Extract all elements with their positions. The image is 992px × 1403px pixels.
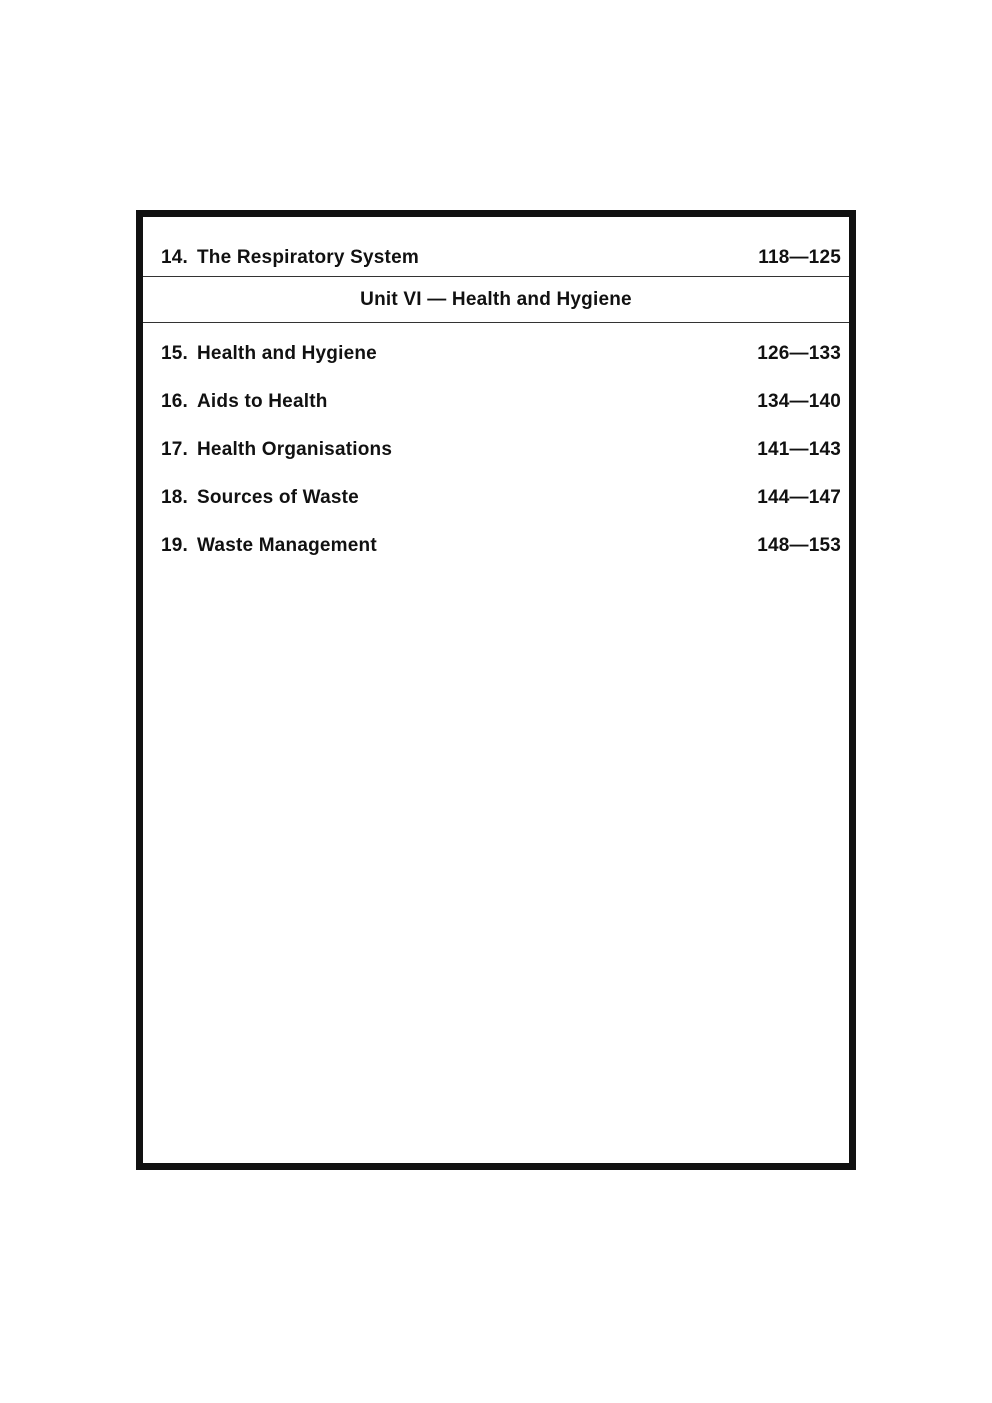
page-range: 144—147 [757, 487, 841, 508]
chapter-number: 16. [161, 391, 189, 412]
toc-entry [143, 234, 849, 282]
chapter-number: 14. [161, 247, 189, 268]
chapter-title: Health Organisations [197, 439, 393, 460]
toc-entry [143, 522, 849, 570]
chapter-title: Health and Hygiene [197, 343, 377, 364]
unit-heading: Unit VI — Health and Hygiene [143, 276, 849, 323]
page-range: 126—133 [757, 343, 841, 364]
chapter-title: The Respiratory System [197, 247, 419, 268]
toc-entry [143, 474, 849, 522]
chapter-number: 15. [161, 343, 189, 364]
chapter-number: 18. [161, 487, 189, 508]
page-range: 148—153 [757, 535, 841, 556]
chapter-title: Waste Management [197, 535, 377, 556]
page-range: 134—140 [757, 391, 841, 412]
table-of-contents-box [136, 210, 856, 1170]
chapter-title: Aids to Health [197, 391, 328, 412]
toc-entry [143, 378, 849, 426]
page-range: 118—125 [758, 247, 841, 268]
toc-entry [143, 426, 849, 474]
chapter-title: Sources of Waste [197, 487, 359, 508]
chapter-number: 17. [161, 439, 189, 460]
chapter-number: 19. [161, 535, 189, 556]
page-range: 141—143 [757, 439, 841, 460]
toc-entry [143, 330, 849, 378]
